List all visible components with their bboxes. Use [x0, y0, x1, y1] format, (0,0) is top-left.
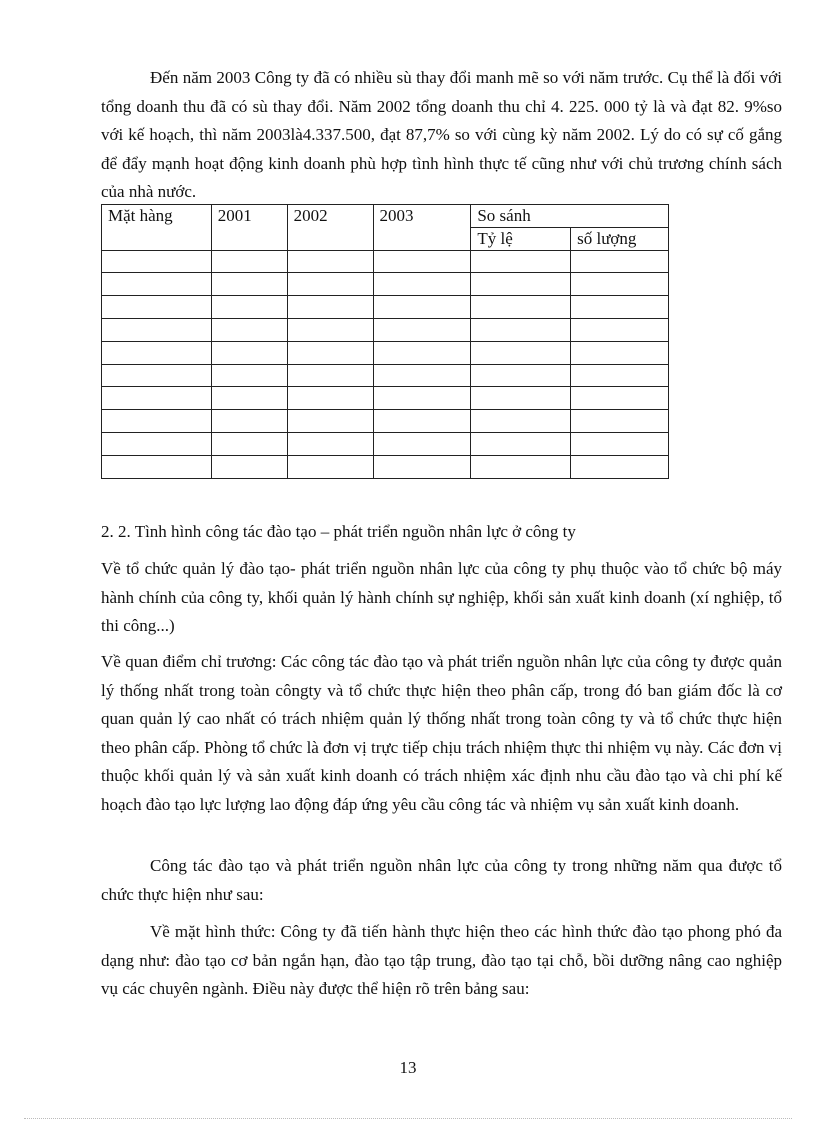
- table-row: [102, 432, 669, 455]
- paragraph-intro-methods: Công tác đào tạo và phát triển nguồn nhân lực của công ty trong những năm qua được tổ chức thực hiện như sau:: [101, 856, 782, 904]
- intro-paragraph: Đến năm 2003 Công ty đã có nhiều sù thay đổi manh mẽ so với năm trước. Cụ thể là đối với tổng doanh thu đã có sù thay đổi. Năm 2002 tổng doanh thu chỉ 4. 225. 000 tỷ là và đạt 82. 9%so với kế hoạch, thì năm 2003là4.337.500, đạt 87,7% so với cùng kỳ năm 2002. Lý do có sự cố gắng để đẩy mạnh hoạt động kinh doanh phù hợp tình hình thực tế cũng như với chủ trương chính sách của nhà nước.: [101, 68, 782, 201]
- header-2002: 2002: [287, 205, 373, 251]
- header-2003: 2003: [373, 205, 471, 251]
- subheader-so-luong: số lượng: [571, 227, 669, 250]
- table-row: [102, 250, 669, 273]
- section-heading: 2. 2. Tình hình công tác đào tạo – phát triển nguồn nhân lực ở công ty: [101, 522, 576, 541]
- header-2001: 2001: [211, 205, 287, 251]
- table-row: [102, 387, 669, 410]
- table-header-row: [102, 205, 669, 228]
- table-row: [102, 455, 669, 478]
- subheader-ty-le: Tỷ lệ: [471, 227, 571, 250]
- table-row: [102, 273, 669, 296]
- header-so-sanh: So sánh: [471, 205, 669, 228]
- header-mat-hang: Mặt hàng: [102, 205, 212, 251]
- page-number: 13: [399, 1058, 417, 1077]
- table-row: [102, 364, 669, 387]
- comparison-table: [101, 204, 669, 479]
- table-row: [102, 296, 669, 319]
- table-row: [102, 318, 669, 341]
- table-row: [102, 341, 669, 364]
- paragraph-organization: Về tổ chức quản lý đào tạo- phát triển nguồn nhân lực của công ty phụ thuộc vào tổ chức bộ máy hành chính của công ty, khối quản lý hành chính sự nghiệp, khối sản xuất kinh doanh (xí nghiệp, tổ thi công...): [101, 559, 782, 635]
- footer-divider: [24, 1118, 792, 1119]
- paragraph-forms: Về mặt hình thức: Công ty đã tiến hành thực hiện theo các hình thức đào tạo phong phó đa dạng như: đào tạo cơ bản ngắn hạn, đào tạo tập trung, đào tạo tại chỗ, bồi dưỡng nâng cao nghiệp vụ các chuyên ngành. Điều này được thể hiện rõ trên bảng sau:: [101, 922, 782, 998]
- table-row: [102, 410, 669, 433]
- paragraph-viewpoint: Về quan điểm chỉ trương: Các công tác đào tạo và phát triển nguồn nhân lực của công ty được quản lý thống nhất trong toàn côngty và tổ chức thực hiện theo phân cấp, trong đó ban giám đốc là cơ quan quản lý cao nhất có trách nhiệm quản lý thống nhất trong toàn công ty và tổ chức thực hiện theo phân cấp. Phòng tổ chức là đơn vị trực tiếp chịu trách nhiệm thực thi nhiệm vụ này. Các đơn vị thuộc khối quản lý và sản xuất kinh doanh có trách nhiệm xác định nhu cầu đào tạo và chi phí kế hoạch đào tạo lực lượng lao động đáp ứng yêu cầu công tác và nhiệm vụ sản xuất kinh doanh.: [101, 652, 782, 814]
